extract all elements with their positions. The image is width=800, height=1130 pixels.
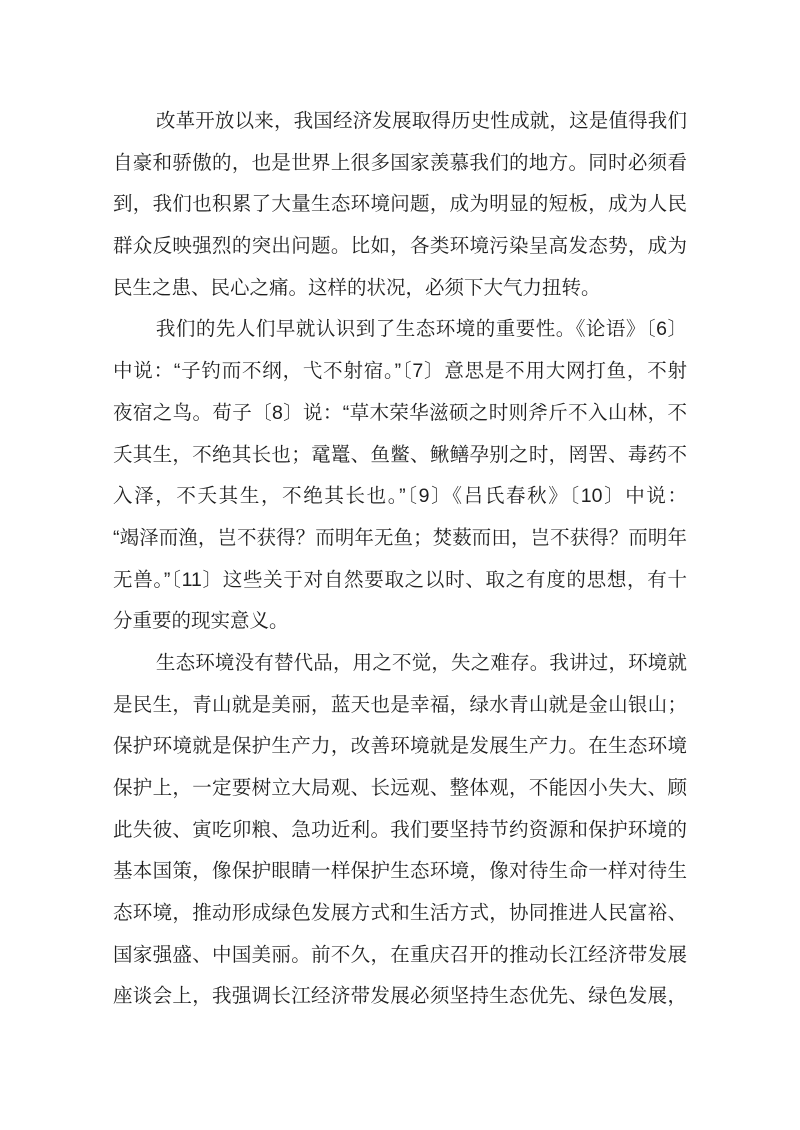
text-line: 夜宿之鸟。荀子〔8〕说：“草木荣华滋硕之时则斧斤不入山林，不 [113, 401, 687, 424]
text-line: 入泽，不夭其生，不绝其长也。”〔9〕《吕氏春秋》〔10〕中说： [113, 485, 687, 508]
text-line: “竭泽而渔，岂不获得？而明年无鱼；焚薮而田，岂不获得？而明年 [113, 526, 687, 549]
text-line: 我们的先人们早就认识到了生态环境的重要性。《论语》〔6〕 [155, 318, 687, 341]
text-line: 国家强盛、中国美丽。前不久，在重庆召开的推动长江经济带发展 [113, 943, 687, 966]
text-line: 无兽。”〔11〕这些关于对自然要取之以时、取之有度的思想，有十 [113, 568, 687, 591]
text-line: 民生之患、民心之痛。这样的状况，必须下大气力扭转。 [113, 276, 601, 299]
text-line: 保护环境就是保护生产力，改善环境就是发展生产力。在生态环境 [113, 735, 687, 758]
text-line: 基本国策，像保护眼睛一样保护生态环境，像对待生命一样对待生 [113, 860, 687, 883]
text-line: 夭其生，不绝其长也；鼋鼍、鱼鳖、鳅鳝孕别之时，罔罟、毒药不 [113, 443, 687, 466]
text-line: 座谈会上，我强调长江经济带发展必须坚持生态优先、绿色发展， [113, 985, 687, 1008]
text-line: 生态环境没有替代品，用之不觉，失之难存。我讲过，环境就 [155, 651, 687, 674]
text-line: 到，我们也积累了大量生态环境问题，成为明显的短板，成为人民 [113, 193, 687, 216]
text-line: 保护上，一定要树立大局观、长远观、整体观，不能因小失大、顾 [113, 777, 687, 799]
text-line: 改革开放以来，我国经济发展取得历史性成就，这是值得我们 [155, 110, 687, 132]
text-line: 中说：“子钓而不纲，弋不射宿。”〔7〕意思是不用大网打鱼，不射 [113, 360, 687, 383]
text-line: 态环境，推动形成绿色发展方式和生活方式，协同推进人民富裕、 [113, 902, 687, 925]
text-line: 是民生，青山就是美丽，蓝天也是幸福，绿水青山就是金山银山； [113, 693, 687, 716]
text-line: 自豪和骄傲的，也是世界上很多国家羡慕我们的地方。同时必须看 [113, 151, 687, 174]
document-text [113, 101, 687, 1018]
text-line: 群众反映强烈的突出问题。比如，各类环境污染呈高发态势，成为 [113, 235, 687, 258]
text-line: 分重要的现实意义。 [113, 610, 289, 633]
text-line: 此失彼、寅吃卯粮、急功近利。我们要坚持节约资源和保护环境的 [113, 818, 687, 841]
